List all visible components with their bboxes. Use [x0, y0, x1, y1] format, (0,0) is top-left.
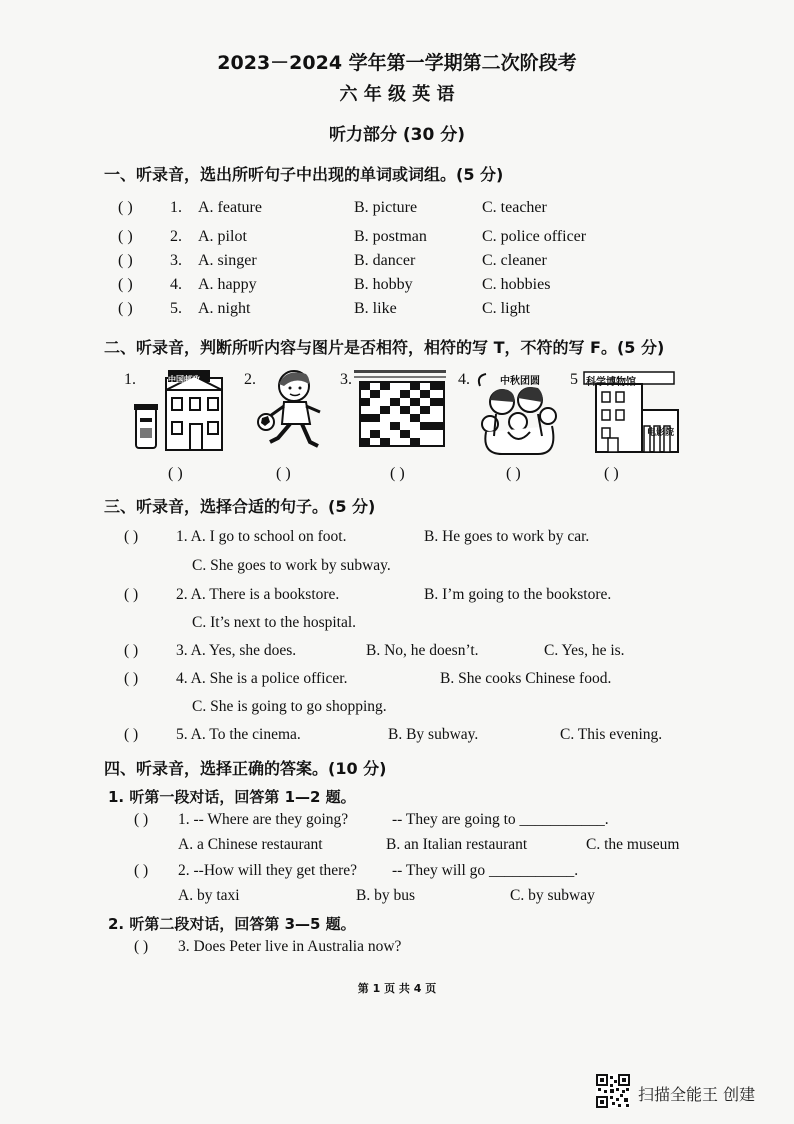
option-a: A. night — [198, 300, 251, 317]
option-b: B. postman — [354, 228, 427, 245]
question-number: 1. — [170, 199, 182, 216]
option-c: C. cleaner — [482, 252, 547, 269]
answer-blank[interactable]: ( ) — [118, 228, 133, 245]
crossword-picture — [354, 368, 446, 448]
option-b: B. an Italian restaurant — [386, 836, 528, 853]
answer-blank[interactable]: ( ) — [134, 938, 149, 955]
question-number: 5. — [170, 300, 182, 317]
section2-heading: 二、听录音，判断所听内容与图片是否相符，相符的写 T，不符的写 F。(5 分) — [104, 338, 665, 357]
section4-heading: 四、听录音，选择正确的答案。(10 分) — [104, 759, 387, 778]
picture-number: 2. — [244, 371, 256, 388]
question-text: 2. --How will they get there? — [178, 862, 358, 879]
answer-blank[interactable]: ( ) — [124, 670, 139, 687]
question-text: 1. -- Where are they going? — [178, 811, 349, 828]
option-c: C. the museum — [586, 836, 680, 853]
question-number: 4. — [170, 276, 182, 293]
option-c: C. teacher — [482, 199, 547, 216]
picture-answer-blank[interactable]: ( ) — [168, 465, 183, 482]
option-c: C. Yes, he is. — [544, 642, 625, 659]
cinema-sign: 电影院 — [647, 428, 675, 438]
answer-blank[interactable]: ( ) — [134, 862, 149, 879]
post-office-sign: 中国邮政 — [168, 375, 200, 384]
qr-code-icon — [596, 1074, 630, 1108]
option-c: C. light — [482, 300, 531, 317]
picture-number: 1. — [124, 371, 136, 388]
option-a: 3. A. Yes, she does. — [176, 642, 297, 659]
option-a: A. by taxi — [178, 887, 240, 904]
answer-blank[interactable]: ( ) — [134, 811, 149, 828]
dialogue1-instruction: 1. 听第一段对话，回答第 1—2 题。 — [108, 788, 356, 806]
picture-number: 3. — [340, 371, 352, 388]
picture-answer-blank[interactable]: ( ) — [604, 465, 619, 482]
option-a: A. pilot — [198, 228, 247, 245]
section1-heading: 一、听录音，选出所听句子中出现的单词或词组。(5 分) — [104, 165, 504, 184]
option-b: B. He goes to work by car. — [424, 528, 590, 545]
option-b: B. She cooks Chinese food. — [440, 670, 612, 687]
science-museum-sign: 科学博物馆 — [586, 377, 636, 388]
page-number: 第 1 页 共 4 页 — [357, 982, 437, 995]
answer-blank[interactable]: ( ) — [118, 300, 133, 317]
answer-blank[interactable]: ( ) — [124, 642, 139, 659]
option-c: C. It’s next to the hospital. — [192, 614, 357, 631]
option-b: B. by bus — [356, 887, 415, 904]
boy-playing-football-picture — [256, 366, 328, 456]
question-number: 3. — [170, 252, 182, 269]
picture-number: 4. — [458, 371, 470, 388]
answer-prompt: -- They are going to ___________. — [392, 811, 609, 828]
option-a: A. a Chinese restaurant — [178, 836, 323, 853]
dialogue2-instruction: 2. 听第二段对话，回答第 3—5 题。 — [108, 915, 356, 933]
scanner-watermark: 扫描全能王 创建 — [638, 1085, 756, 1104]
option-b: B. By subway. — [388, 726, 479, 743]
option-a: A. happy — [198, 276, 257, 293]
answer-blank[interactable]: ( ) — [118, 199, 133, 216]
option-c: C. This evening. — [560, 726, 663, 743]
option-b: B. like — [354, 300, 397, 317]
picture-answer-blank[interactable]: ( ) — [276, 465, 291, 482]
section3-heading: 三、听录音，选择合适的句子。(5 分) — [104, 497, 376, 516]
option-c: C. hobbies — [482, 276, 551, 293]
option-c: C. She is going to go shopping. — [192, 698, 387, 715]
picture-number: 5 — [570, 371, 578, 388]
option-a: 5. A. To the cinema. — [176, 726, 301, 743]
option-b: B. dancer — [354, 252, 416, 269]
option-a: 1. A. I go to school on foot. — [176, 528, 347, 545]
option-b: B. No, he doesn’t. — [366, 642, 479, 659]
picture-answer-blank[interactable]: ( ) — [390, 465, 405, 482]
option-b: B. hobby — [354, 276, 413, 293]
option-a: A. singer — [198, 252, 257, 269]
exam-title: 2023－2024 学年第一学期第二次阶段考 — [217, 52, 577, 74]
question-number: 2. — [170, 228, 182, 245]
answer-blank[interactable]: ( ) — [118, 276, 133, 293]
answer-blank[interactable]: ( ) — [124, 726, 139, 743]
answer-blank[interactable]: ( ) — [124, 528, 139, 545]
option-c: C. police officer — [482, 228, 587, 245]
question-text: 3. Does Peter live in Australia now? — [178, 938, 402, 955]
answer-prompt: -- They will go ___________. — [392, 862, 579, 879]
answer-blank[interactable]: ( ) — [124, 586, 139, 603]
option-c: C. by subway — [510, 887, 595, 904]
answer-blank[interactable]: ( ) — [118, 252, 133, 269]
option-c: C. She goes to work by subway. — [192, 557, 391, 574]
mid-autumn-sign: 中秋团圆 — [500, 376, 540, 387]
option-a: 4. A. She is a police officer. — [176, 670, 348, 687]
exam-subject: 六 年 级 英 语 — [339, 84, 455, 105]
option-b: B. I’m going to the bookstore. — [424, 586, 612, 603]
option-a: 2. A. There is a bookstore. — [176, 586, 340, 603]
listening-part-title: 听力部分 (30 分) — [328, 125, 466, 145]
option-a: A. feature — [198, 199, 262, 216]
picture-answer-blank[interactable]: ( ) — [506, 465, 521, 482]
option-b: B. picture — [354, 199, 418, 216]
